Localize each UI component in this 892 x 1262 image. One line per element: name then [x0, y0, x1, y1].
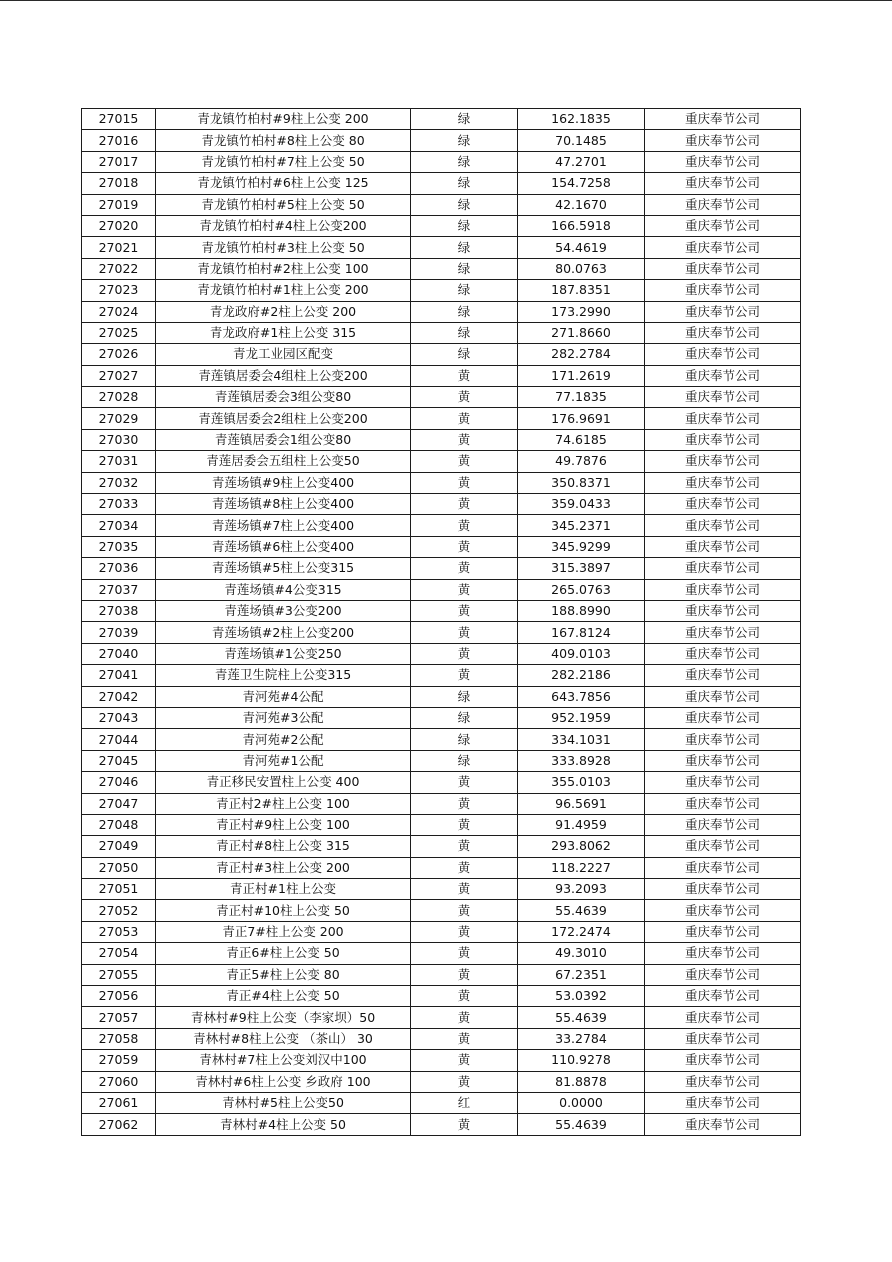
- company-cell: 重庆奉节公司: [645, 986, 801, 1007]
- transformer-name-cell: 青龙政府#2柱上公变 200: [156, 301, 411, 322]
- table-row: [82, 173, 801, 194]
- table-row: [82, 600, 801, 621]
- company-cell: 重庆奉节公司: [645, 943, 801, 964]
- load-value-cell: 265.0763: [518, 579, 645, 600]
- table-body: [82, 109, 801, 1136]
- company-cell: 重庆奉节公司: [645, 836, 801, 857]
- company-cell: 重庆奉节公司: [645, 750, 801, 771]
- load-value-cell: 293.8062: [518, 836, 645, 857]
- load-value-cell: 96.5691: [518, 793, 645, 814]
- row-id-cell: 27026: [82, 344, 156, 365]
- company-cell: 重庆奉节公司: [645, 1114, 801, 1135]
- status-color-cell: 黄: [411, 1007, 518, 1028]
- company-cell: 重庆奉节公司: [645, 451, 801, 472]
- table-row: [82, 151, 801, 172]
- transformer-name-cell: 青林村#6柱上公变 乡政府 100: [156, 1071, 411, 1092]
- load-value-cell: 110.9278: [518, 1050, 645, 1071]
- table-row: [82, 1050, 801, 1071]
- row-id-cell: 27055: [82, 964, 156, 985]
- load-value-cell: 77.1835: [518, 387, 645, 408]
- company-cell: 重庆奉节公司: [645, 109, 801, 130]
- company-cell: 重庆奉节公司: [645, 258, 801, 279]
- load-value-cell: 643.7856: [518, 686, 645, 707]
- load-value-cell: 315.3897: [518, 558, 645, 579]
- company-cell: 重庆奉节公司: [645, 622, 801, 643]
- transformer-name-cell: 青莲镇居委会3组公变80: [156, 387, 411, 408]
- load-value-cell: 154.7258: [518, 173, 645, 194]
- table-row: [82, 750, 801, 771]
- company-cell: 重庆奉节公司: [645, 579, 801, 600]
- table-row: [82, 1007, 801, 1028]
- transformer-name-cell: 青龙工业园区配变: [156, 344, 411, 365]
- status-color-cell: 黄: [411, 1050, 518, 1071]
- transformer-name-cell: 青河苑#4公配: [156, 686, 411, 707]
- company-cell: 重庆奉节公司: [645, 237, 801, 258]
- transformer-name-cell: 青莲场镇#7柱上公变400: [156, 515, 411, 536]
- transformer-name-cell: 青龙镇竹柏村#2柱上公变 100: [156, 258, 411, 279]
- status-color-cell: 绿: [411, 130, 518, 151]
- status-color-cell: 黄: [411, 536, 518, 557]
- transformer-name-cell: 青龙政府#1柱上公变 315: [156, 322, 411, 343]
- status-color-cell: 绿: [411, 344, 518, 365]
- row-id-cell: 27043: [82, 707, 156, 728]
- status-color-cell: 绿: [411, 686, 518, 707]
- row-id-cell: 27015: [82, 109, 156, 130]
- company-cell: 重庆奉节公司: [645, 322, 801, 343]
- load-value-cell: 33.2784: [518, 1028, 645, 1049]
- status-color-cell: 黄: [411, 1071, 518, 1092]
- status-color-cell: 黄: [411, 579, 518, 600]
- load-value-cell: 55.4639: [518, 1007, 645, 1028]
- table-row: [82, 836, 801, 857]
- company-cell: 重庆奉节公司: [645, 921, 801, 942]
- row-id-cell: 27018: [82, 173, 156, 194]
- transformer-name-cell: 青正村#8柱上公变 315: [156, 836, 411, 857]
- table-row: [82, 536, 801, 557]
- company-cell: 重庆奉节公司: [645, 643, 801, 664]
- company-cell: 重庆奉节公司: [645, 686, 801, 707]
- company-cell: 重庆奉节公司: [645, 600, 801, 621]
- load-value-cell: 80.0763: [518, 258, 645, 279]
- row-id-cell: 27016: [82, 130, 156, 151]
- load-value-cell: 271.8660: [518, 322, 645, 343]
- transformer-name-cell: 青林村#8柱上公变 （茶山） 30: [156, 1028, 411, 1049]
- status-color-cell: 黄: [411, 943, 518, 964]
- transformer-name-cell: 青林村#9柱上公变（李家坝）50: [156, 1007, 411, 1028]
- transformer-name-cell: 青龙镇竹柏村#3柱上公变 50: [156, 237, 411, 258]
- table-row: [82, 1092, 801, 1113]
- company-cell: 重庆奉节公司: [645, 215, 801, 236]
- transformer-name-cell: 青林村#4柱上公变 50: [156, 1114, 411, 1135]
- company-cell: 重庆奉节公司: [645, 173, 801, 194]
- company-cell: 重庆奉节公司: [645, 772, 801, 793]
- load-value-cell: 333.8928: [518, 750, 645, 771]
- table-row: [82, 365, 801, 386]
- transformer-name-cell: 青莲场镇#5柱上公变315: [156, 558, 411, 579]
- table-row: [82, 707, 801, 728]
- table-row: [82, 194, 801, 215]
- row-id-cell: 27037: [82, 579, 156, 600]
- transformer-name-cell: 青正村#1柱上公变: [156, 879, 411, 900]
- transformer-name-cell: 青龙镇竹柏村#4柱上公变200: [156, 215, 411, 236]
- table-row: [82, 515, 801, 536]
- load-value-cell: 54.4619: [518, 237, 645, 258]
- company-cell: 重庆奉节公司: [645, 130, 801, 151]
- row-id-cell: 27019: [82, 194, 156, 215]
- status-color-cell: 绿: [411, 258, 518, 279]
- load-value-cell: 162.1835: [518, 109, 645, 130]
- row-id-cell: 27048: [82, 814, 156, 835]
- company-cell: 重庆奉节公司: [645, 1071, 801, 1092]
- row-id-cell: 27040: [82, 643, 156, 664]
- table-row: [82, 237, 801, 258]
- load-value-cell: 93.2093: [518, 879, 645, 900]
- status-color-cell: 黄: [411, 857, 518, 878]
- load-value-cell: 49.7876: [518, 451, 645, 472]
- status-color-cell: 黄: [411, 1028, 518, 1049]
- load-value-cell: 345.2371: [518, 515, 645, 536]
- company-cell: 重庆奉节公司: [645, 429, 801, 450]
- row-id-cell: 27058: [82, 1028, 156, 1049]
- table-row: [82, 472, 801, 493]
- status-color-cell: 黄: [411, 622, 518, 643]
- status-color-cell: 黄: [411, 665, 518, 686]
- status-color-cell: 黄: [411, 1114, 518, 1135]
- company-cell: 重庆奉节公司: [645, 408, 801, 429]
- transformer-name-cell: 青龙镇竹柏村#9柱上公变 200: [156, 109, 411, 130]
- status-color-cell: 绿: [411, 194, 518, 215]
- load-value-cell: 91.4959: [518, 814, 645, 835]
- status-color-cell: 绿: [411, 750, 518, 771]
- load-value-cell: 49.3010: [518, 943, 645, 964]
- company-cell: 重庆奉节公司: [645, 793, 801, 814]
- row-id-cell: 27017: [82, 151, 156, 172]
- status-color-cell: 绿: [411, 215, 518, 236]
- status-color-cell: 黄: [411, 408, 518, 429]
- status-color-cell: 黄: [411, 558, 518, 579]
- table-row: [82, 258, 801, 279]
- table-row: [82, 1071, 801, 1092]
- row-id-cell: 27053: [82, 921, 156, 942]
- status-color-cell: 绿: [411, 729, 518, 750]
- load-value-cell: 53.0392: [518, 986, 645, 1007]
- status-color-cell: 黄: [411, 387, 518, 408]
- row-id-cell: 27061: [82, 1092, 156, 1113]
- load-value-cell: 282.2186: [518, 665, 645, 686]
- company-cell: 重庆奉节公司: [645, 1028, 801, 1049]
- company-cell: 重庆奉节公司: [645, 1092, 801, 1113]
- status-color-cell: 绿: [411, 151, 518, 172]
- status-color-cell: 黄: [411, 429, 518, 450]
- status-color-cell: 黄: [411, 772, 518, 793]
- status-color-cell: 绿: [411, 707, 518, 728]
- company-cell: 重庆奉节公司: [645, 536, 801, 557]
- transformer-name-cell: 青正移民安置柱上公变 400: [156, 772, 411, 793]
- row-id-cell: 27033: [82, 494, 156, 515]
- table-row: [82, 408, 801, 429]
- company-cell: 重庆奉节公司: [645, 387, 801, 408]
- status-color-cell: 黄: [411, 879, 518, 900]
- company-cell: 重庆奉节公司: [645, 964, 801, 985]
- company-cell: 重庆奉节公司: [645, 857, 801, 878]
- transformer-name-cell: 青莲场镇#9柱上公变400: [156, 472, 411, 493]
- company-cell: 重庆奉节公司: [645, 707, 801, 728]
- row-id-cell: 27039: [82, 622, 156, 643]
- company-cell: 重庆奉节公司: [645, 729, 801, 750]
- status-color-cell: 黄: [411, 494, 518, 515]
- status-color-cell: 黄: [411, 986, 518, 1007]
- company-cell: 重庆奉节公司: [645, 280, 801, 301]
- table-row: [82, 857, 801, 878]
- table-row: [82, 387, 801, 408]
- status-color-cell: 黄: [411, 451, 518, 472]
- status-color-cell: 黄: [411, 964, 518, 985]
- transformer-name-cell: 青林村#7柱上公变刘汉中100: [156, 1050, 411, 1071]
- status-color-cell: 黄: [411, 793, 518, 814]
- transformer-name-cell: 青莲场镇#4公变315: [156, 579, 411, 600]
- load-value-cell: 188.8990: [518, 600, 645, 621]
- row-id-cell: 27050: [82, 857, 156, 878]
- row-id-cell: 27024: [82, 301, 156, 322]
- transformer-load-table: [81, 108, 801, 1136]
- table-row: [82, 964, 801, 985]
- row-id-cell: 27057: [82, 1007, 156, 1028]
- table-row: [82, 622, 801, 643]
- load-value-cell: 187.8351: [518, 280, 645, 301]
- status-color-cell: 绿: [411, 280, 518, 301]
- table-row: [82, 451, 801, 472]
- load-value-cell: 167.8124: [518, 622, 645, 643]
- transformer-name-cell: 青正村#9柱上公变 100: [156, 814, 411, 835]
- load-value-cell: 42.1670: [518, 194, 645, 215]
- transformer-name-cell: 青莲镇居委会2组柱上公变200: [156, 408, 411, 429]
- load-value-cell: 334.1031: [518, 729, 645, 750]
- status-color-cell: 黄: [411, 921, 518, 942]
- transformer-name-cell: 青莲镇居委会4组柱上公变200: [156, 365, 411, 386]
- status-color-cell: 黄: [411, 472, 518, 493]
- table-row: [82, 921, 801, 942]
- transformer-name-cell: 青正村2#柱上公变 100: [156, 793, 411, 814]
- status-color-cell: 黄: [411, 643, 518, 664]
- row-id-cell: 27049: [82, 836, 156, 857]
- transformer-name-cell: 青河苑#3公配: [156, 707, 411, 728]
- status-color-cell: 黄: [411, 600, 518, 621]
- company-cell: 重庆奉节公司: [645, 900, 801, 921]
- row-id-cell: 27031: [82, 451, 156, 472]
- load-value-cell: 0.0000: [518, 1092, 645, 1113]
- row-id-cell: 27056: [82, 986, 156, 1007]
- load-value-cell: 74.6185: [518, 429, 645, 450]
- table-row: [82, 344, 801, 365]
- load-value-cell: 171.2619: [518, 365, 645, 386]
- transformer-name-cell: 青河苑#2公配: [156, 729, 411, 750]
- status-color-cell: 黄: [411, 900, 518, 921]
- transformer-name-cell: 青莲镇居委会1组公变80: [156, 429, 411, 450]
- load-value-cell: 359.0433: [518, 494, 645, 515]
- transformer-name-cell: 青莲场镇#3公变200: [156, 600, 411, 621]
- table-row: [82, 280, 801, 301]
- company-cell: 重庆奉节公司: [645, 494, 801, 515]
- transformer-name-cell: 青莲场镇#6柱上公变400: [156, 536, 411, 557]
- row-id-cell: 27032: [82, 472, 156, 493]
- company-cell: 重庆奉节公司: [645, 365, 801, 386]
- table-row: [82, 215, 801, 236]
- status-color-cell: 红: [411, 1092, 518, 1113]
- transformer-name-cell: 青龙镇竹柏村#1柱上公变 200: [156, 280, 411, 301]
- table-row: [82, 729, 801, 750]
- transformer-name-cell: 青龙镇竹柏村#7柱上公变 50: [156, 151, 411, 172]
- row-id-cell: 27029: [82, 408, 156, 429]
- row-id-cell: 27060: [82, 1071, 156, 1092]
- transformer-name-cell: 青正7#柱上公变 200: [156, 921, 411, 942]
- load-value-cell: 172.2474: [518, 921, 645, 942]
- row-id-cell: 27044: [82, 729, 156, 750]
- transformer-name-cell: 青莲卫生院柱上公变315: [156, 665, 411, 686]
- load-value-cell: 350.8371: [518, 472, 645, 493]
- transformer-name-cell: 青河苑#1公配: [156, 750, 411, 771]
- load-value-cell: 166.5918: [518, 215, 645, 236]
- table-row: [82, 1114, 801, 1135]
- table-row: [82, 900, 801, 921]
- table-row: [82, 793, 801, 814]
- row-id-cell: 27054: [82, 943, 156, 964]
- table-row: [82, 686, 801, 707]
- company-cell: 重庆奉节公司: [645, 1050, 801, 1071]
- row-id-cell: 27030: [82, 429, 156, 450]
- transformer-name-cell: 青龙镇竹柏村#8柱上公变 80: [156, 130, 411, 151]
- transformer-name-cell: 青莲居委会五组柱上公变50: [156, 451, 411, 472]
- status-color-cell: 黄: [411, 515, 518, 536]
- row-id-cell: 27022: [82, 258, 156, 279]
- table-row: [82, 109, 801, 130]
- transformer-name-cell: 青龙镇竹柏村#5柱上公变 50: [156, 194, 411, 215]
- page-top-border: [0, 0, 892, 1]
- table-row: [82, 130, 801, 151]
- row-id-cell: 27023: [82, 280, 156, 301]
- row-id-cell: 27059: [82, 1050, 156, 1071]
- row-id-cell: 27041: [82, 665, 156, 686]
- status-color-cell: 绿: [411, 301, 518, 322]
- status-color-cell: 绿: [411, 322, 518, 343]
- table-row: [82, 665, 801, 686]
- company-cell: 重庆奉节公司: [645, 194, 801, 215]
- company-cell: 重庆奉节公司: [645, 879, 801, 900]
- row-id-cell: 27021: [82, 237, 156, 258]
- row-id-cell: 27020: [82, 215, 156, 236]
- transformer-name-cell: 青莲场镇#8柱上公变400: [156, 494, 411, 515]
- company-cell: 重庆奉节公司: [645, 665, 801, 686]
- row-id-cell: 27025: [82, 322, 156, 343]
- row-id-cell: 27051: [82, 879, 156, 900]
- status-color-cell: 绿: [411, 237, 518, 258]
- row-id-cell: 27046: [82, 772, 156, 793]
- load-value-cell: 55.4639: [518, 1114, 645, 1135]
- load-value-cell: 47.2701: [518, 151, 645, 172]
- company-cell: 重庆奉节公司: [645, 515, 801, 536]
- row-id-cell: 27045: [82, 750, 156, 771]
- load-value-cell: 118.2227: [518, 857, 645, 878]
- load-value-cell: 355.0103: [518, 772, 645, 793]
- table-row: [82, 579, 801, 600]
- transformer-name-cell: 青龙镇竹柏村#6柱上公变 125: [156, 173, 411, 194]
- table-row: [82, 429, 801, 450]
- load-value-cell: 345.9299: [518, 536, 645, 557]
- load-value-cell: 952.1959: [518, 707, 645, 728]
- company-cell: 重庆奉节公司: [645, 1007, 801, 1028]
- table-row: [82, 986, 801, 1007]
- table-row: [82, 814, 801, 835]
- table-row: [82, 772, 801, 793]
- table-row: [82, 322, 801, 343]
- transformer-name-cell: 青正#4柱上公变 50: [156, 986, 411, 1007]
- table-row: [82, 558, 801, 579]
- row-id-cell: 27038: [82, 600, 156, 621]
- transformer-name-cell: 青莲场镇#2柱上公变200: [156, 622, 411, 643]
- row-id-cell: 27028: [82, 387, 156, 408]
- company-cell: 重庆奉节公司: [645, 814, 801, 835]
- transformer-name-cell: 青莲场镇#1公变250: [156, 643, 411, 664]
- table-row: [82, 301, 801, 322]
- company-cell: 重庆奉节公司: [645, 558, 801, 579]
- table-row: [82, 943, 801, 964]
- load-value-cell: 67.2351: [518, 964, 645, 985]
- transformer-name-cell: 青正6#柱上公变 50: [156, 943, 411, 964]
- transformer-name-cell: 青正5#柱上公变 80: [156, 964, 411, 985]
- transformer-name-cell: 青正村#10柱上公变 50: [156, 900, 411, 921]
- table-row: [82, 494, 801, 515]
- row-id-cell: 27034: [82, 515, 156, 536]
- status-color-cell: 黄: [411, 365, 518, 386]
- company-cell: 重庆奉节公司: [645, 301, 801, 322]
- table-row: [82, 879, 801, 900]
- table-row: [82, 643, 801, 664]
- row-id-cell: 27062: [82, 1114, 156, 1135]
- load-value-cell: 409.0103: [518, 643, 645, 664]
- load-value-cell: 70.1485: [518, 130, 645, 151]
- status-color-cell: 绿: [411, 173, 518, 194]
- transformer-name-cell: 青林村#5柱上公变50: [156, 1092, 411, 1113]
- load-value-cell: 282.2784: [518, 344, 645, 365]
- row-id-cell: 27042: [82, 686, 156, 707]
- load-value-cell: 55.4639: [518, 900, 645, 921]
- row-id-cell: 27035: [82, 536, 156, 557]
- load-value-cell: 81.8878: [518, 1071, 645, 1092]
- company-cell: 重庆奉节公司: [645, 472, 801, 493]
- table-row: [82, 1028, 801, 1049]
- row-id-cell: 27027: [82, 365, 156, 386]
- row-id-cell: 27052: [82, 900, 156, 921]
- load-value-cell: 176.9691: [518, 408, 645, 429]
- company-cell: 重庆奉节公司: [645, 151, 801, 172]
- status-color-cell: 黄: [411, 814, 518, 835]
- status-color-cell: 黄: [411, 836, 518, 857]
- transformer-name-cell: 青正村#3柱上公变 200: [156, 857, 411, 878]
- status-color-cell: 绿: [411, 109, 518, 130]
- load-value-cell: 173.2990: [518, 301, 645, 322]
- company-cell: 重庆奉节公司: [645, 344, 801, 365]
- row-id-cell: 27047: [82, 793, 156, 814]
- row-id-cell: 27036: [82, 558, 156, 579]
